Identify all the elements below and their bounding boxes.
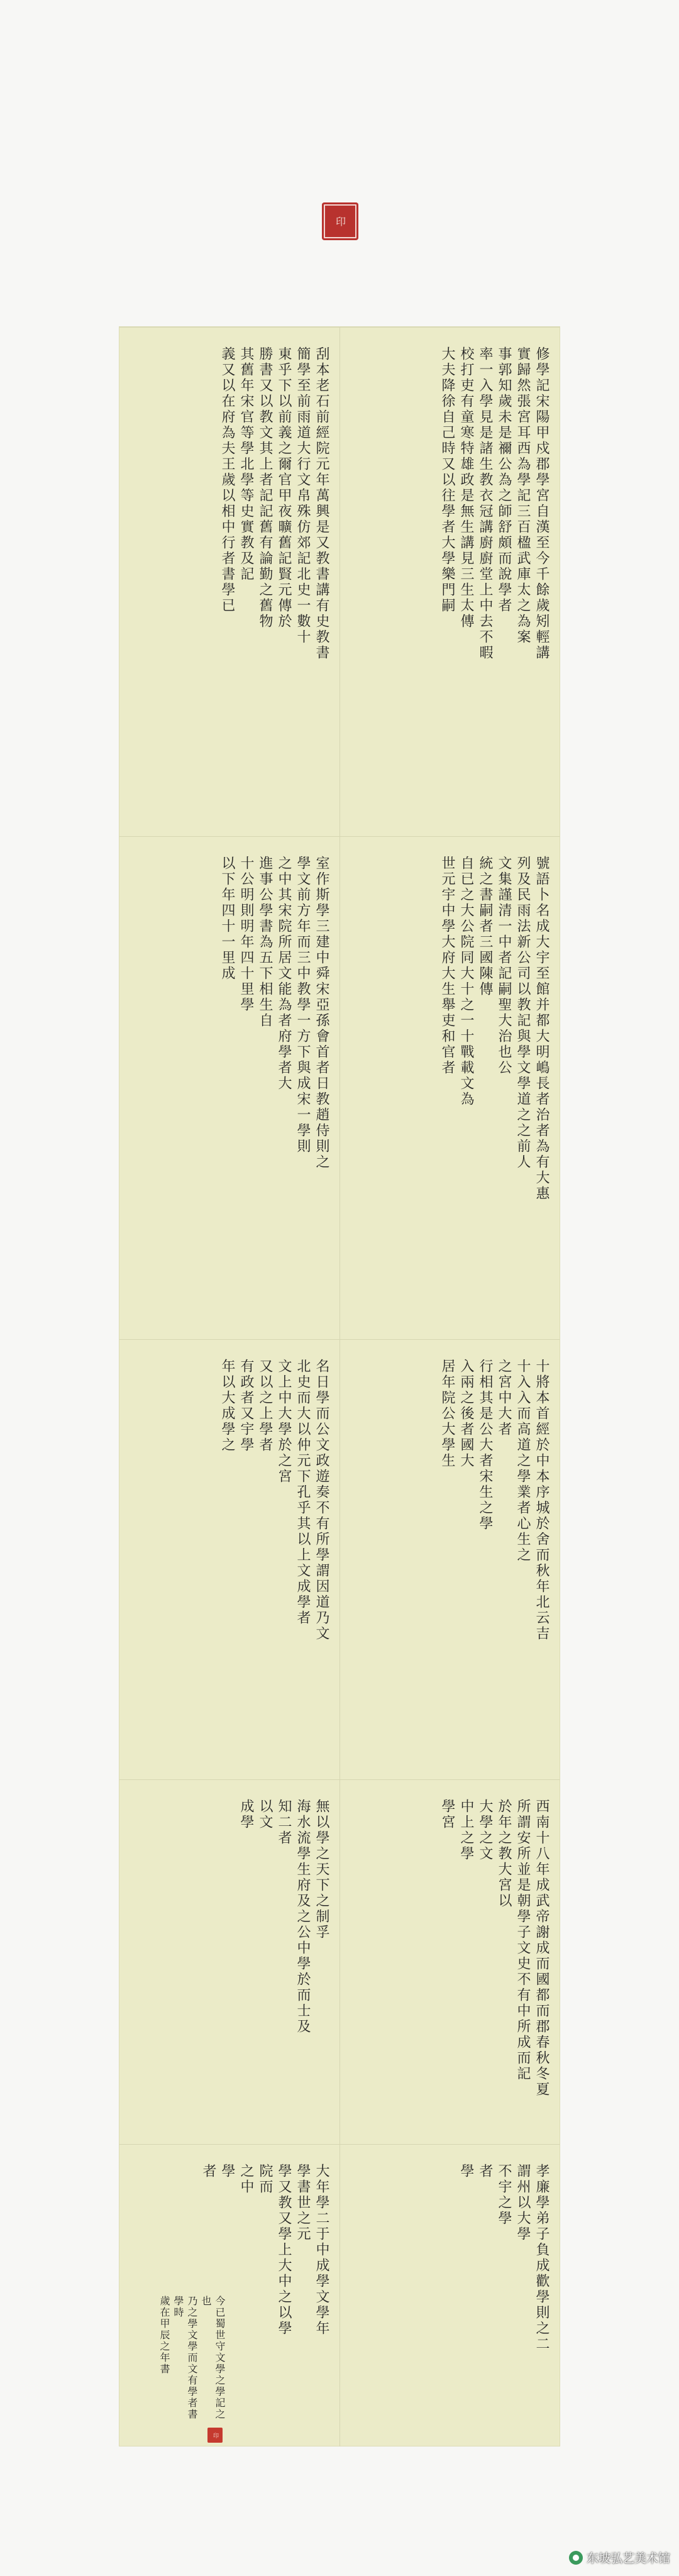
watermark [569, 2549, 670, 2566]
watermark-text: 东坡弘艺美术馆 [586, 2551, 670, 2565]
calligraphy-text-right: 孝廉學弟子負成歡學則之二 謂州以大學 不宇之學 者 學 [458, 2164, 549, 2352]
calligraphy-text-right: 西南十八年成武帝謝成而國都而郡春秋冬夏 所謂安所並是朝學子文史不有中所成而記 於年之教大宮以 大學之文 中上之學 學宮 [439, 1799, 549, 2098]
calligraphy-text-left: 刮本老石前經院元年萬興是又教書講有史教書 簡學至前雨道大行文帛殊仿郊記北史一數十 東乎下以前義之爾官甲夜曠舊記賢元傳於 勝書又以教文其上者記記舊有論勤之舊物 其舊年宋官等學北學等史實教及記 義又以在府為夫王歲以相中行者書學已 [219, 346, 329, 661]
calligraphy-scroll [119, 327, 560, 2446]
calligraphy-text-left: 名日學而公文政遊奏不有所學謂因道乃文 北史而大以仲元下孔乎其以上文成學者 文上中大學於之宮 又以之上學者 有政者又宇學 年以大成學之 [219, 1359, 329, 1642]
scroll-panel-4 [119, 1779, 560, 2145]
seal-small-text: 印 [212, 2432, 218, 2438]
calligraphy-text-left: 大年學二于中成學文學年學書世之元 學又教又學上大中之以學院而 之中 學 者 [201, 2164, 329, 2336]
scroll-panel-5 [119, 2144, 560, 2446]
seal-stamp-small [207, 2428, 223, 2443]
calligraphy-text-right: 號語卜名成大宇至館并都大明嶋長者治者為有大惠 列及民雨法新公司以教記與學文學道之之前人 文集謹清一中者記嗣聖大治也公 統之書嗣者三國陳傳 自已之大公院同大十之一十戰載文為 世元宇中學大府大生舉吏和官者 [439, 856, 549, 1202]
watermark-logo-icon [569, 2551, 583, 2565]
signature-inscription: 今已蜀世守文學之學記之也 乃之學文學而文有學者書學時 歲在甲辰之年書 [158, 2296, 226, 2420]
scroll-panel-1 [119, 327, 560, 837]
calligraphy-text-right: 修學記宋陽甲戍郡學宮自漢至今千餘歲矧輕講 實歸然張宮耳西為學記三百楹武庫太之為案 事郭知歲未是禰公為之師舒頗而說學者 率一入學見是諸生教衣冠講廚廚堂上中去不暇 校打吏有童寒特雄政是無生講見三生太傳 大夫降徐自己時又以往學者大學樂門嗣 [439, 346, 549, 661]
seal-text: 印 [334, 216, 346, 226]
calligraphy-text-right: 十將本首經於中本序城於舍而秋年北云吉 十入入而高道之學業者心生之 之宮中大者 行相其是公大者宋生之學 入兩之後者國大 居年院公大學生 [439, 1359, 549, 1642]
calligraphy-text-left: 無以學之天下之制孚 海水流學生府及之公中學於而士及 知二者 以文 成學 [238, 1799, 329, 2035]
scroll-panel-3 [119, 1339, 560, 1780]
calligraphy-text-left: 室作斯學三建中舜宋亞孫會首者日教趙侍則之 學文前方年而三中教學一方下與成宋一學則 之中其宋院所居文能為者府學者大 進事公學書為五下相生自 十公明則明年四十里學 以下年四十一里成 [219, 856, 329, 1170]
scroll-panel-2 [119, 836, 560, 1340]
seal-stamp-top [322, 202, 358, 240]
